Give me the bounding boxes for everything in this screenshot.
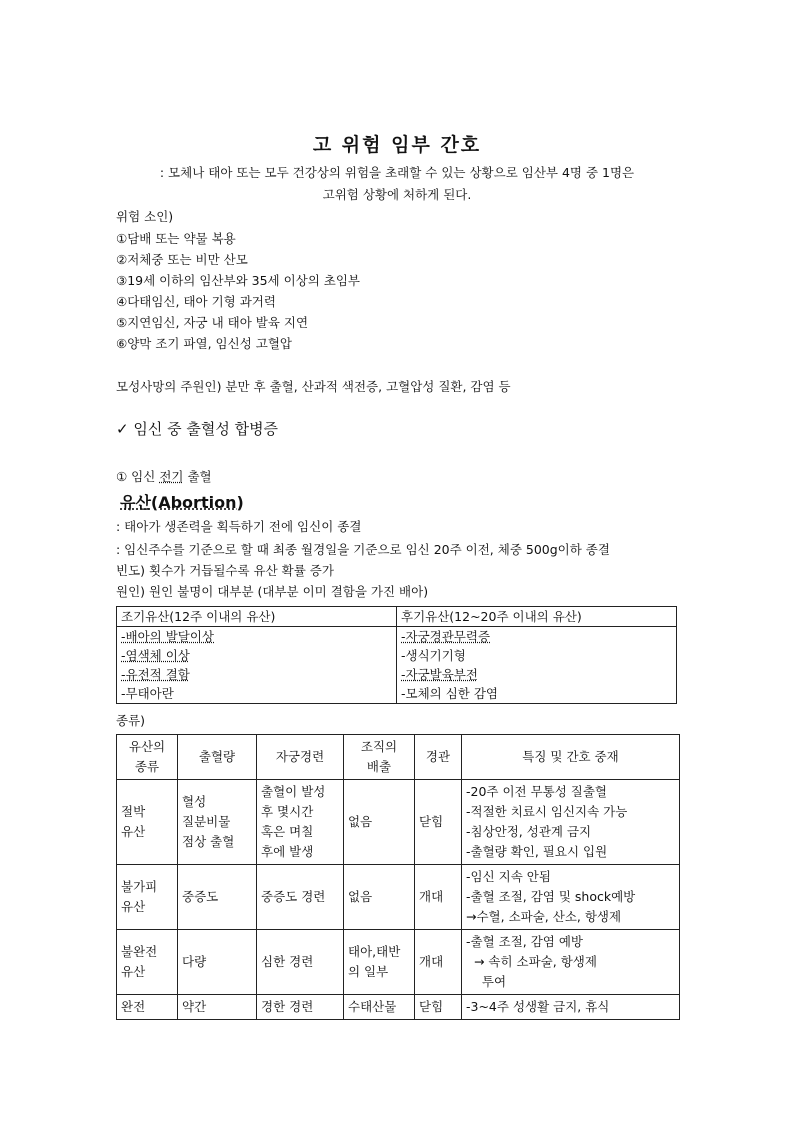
table-cell: -자궁경관무력증 [401, 629, 491, 644]
risk-factor-item: ④다태임신, 태아 기형 과거력 [116, 294, 276, 309]
cell-type: 불완전 유산 [117, 930, 178, 995]
feature-line: →수혈, 소파술, 산소, 항생제 [466, 909, 622, 924]
abortion-definition-1: : 태아가 생존력을 획득하기 전에 임신이 종결 [116, 519, 362, 534]
table-header-row [117, 735, 680, 780]
header-cramp: 자궁경련 [257, 735, 344, 780]
cell-type: 완전 [117, 995, 178, 1020]
abortion-title: 유산(Abortion) [120, 493, 244, 512]
types-label: 종류) [116, 713, 146, 728]
table-row [117, 865, 680, 930]
table-row [117, 646, 677, 665]
table-cell: -무태아란 [121, 686, 174, 701]
early-bleeding-heading [116, 467, 212, 485]
table-row [117, 995, 680, 1020]
table-row [117, 930, 680, 995]
abortion-frequency: 빈도) 횟수가 거듭될수록 유산 확률 증가 [116, 563, 334, 578]
cell-type: 절박 유산 [117, 780, 178, 865]
cell-bleeding: 중증도 [178, 865, 257, 930]
risk-factor-item: ⑤지연임신, 자궁 내 태아 발육 지연 [116, 315, 309, 330]
cell-tissue: 없음 [344, 865, 415, 930]
cell-type: 불가피 유산 [117, 865, 178, 930]
section-heading: ✓ 임신 중 출혈성 합병증 [116, 420, 279, 438]
risk-factor-item: ⑥양막 조기 파열, 임신성 고혈압 [116, 336, 292, 351]
cell-tissue: 없음 [344, 780, 415, 865]
header-features: 특징 및 간호 중재 [462, 735, 680, 780]
cell-cervix: 닫힘 [415, 995, 462, 1020]
risk-factor-item: ③19세 이하의 임산부와 35세 이상의 초임부 [116, 273, 361, 288]
cell-bleeding: 다량 [178, 930, 257, 995]
cell-cramp: 출혈이 발성 후 몇시간 혹은 며칠 후에 발생 [257, 780, 344, 865]
table-cell: -생식기기형 [401, 648, 466, 663]
early-bleeding-prefix: ① 임신 [116, 469, 160, 484]
abortion-timing-table [116, 606, 677, 704]
cell-tissue: 태아,태반 의 일부 [344, 930, 415, 995]
table-row [117, 780, 680, 865]
table-cell: -모체의 심한 감염 [401, 686, 498, 701]
risk-factor-item: ②저체중 또는 비만 산모 [116, 252, 248, 267]
feature-line: -적절한 치료시 임신지속 가능 [466, 804, 628, 819]
feature-line: 투여 [466, 974, 507, 989]
early-bleeding-suffix: 출혈 [183, 469, 212, 484]
maternal-death-causes: 모성사망의 주원인) 분만 후 출혈, 산과적 색전증, 고혈압성 질환, 감염 등 [116, 379, 511, 394]
table-row [117, 627, 677, 647]
cell-cramp: 심한 경련 [257, 930, 344, 995]
abortion-cause: 원인) 원인 불명이 대부분 (대부분 이미 결함을 가진 배아) [116, 584, 429, 599]
feature-line: -3~4주 성생활 금지, 휴식 [466, 999, 610, 1014]
cell-cramp: 중증도 경련 [257, 865, 344, 930]
intro-line-2: 고위험 상황에 처하게 된다. [322, 187, 472, 202]
table-cell: -배아의 발달이상 [121, 629, 215, 644]
risk-factor-item: ①담배 또는 약물 복용 [116, 231, 236, 246]
feature-line: -임신 지속 안됨 [466, 869, 551, 884]
feature-line: -출혈 조절, 감염 예방 [466, 934, 584, 949]
feature-line: → 속히 소파술, 항생제 [466, 954, 597, 969]
cell-tissue: 수태산물 [344, 995, 415, 1020]
intro-line-1: : 모체나 태아 또는 모두 건강상의 위험을 초래할 수 있는 상황으로 임산부 4명 중 1명은 [159, 165, 635, 180]
cell-features [462, 930, 680, 995]
abortion-types-table [116, 734, 680, 1020]
table-cell: -염색체 이상 [121, 648, 190, 663]
table-cell: -자궁발육부전 [401, 667, 478, 682]
table-row [117, 684, 677, 704]
cell-features [462, 865, 680, 930]
table-row [117, 665, 677, 684]
table-cell: -유전적 결함 [121, 667, 190, 682]
page-title: 고 위험 임부 간호 [312, 134, 482, 156]
header-tissue: 조직의 배출 [344, 735, 415, 780]
risk-factors-heading: 위험 소인) [116, 209, 174, 224]
cell-cervix: 개대 [415, 930, 462, 995]
cell-features [462, 780, 680, 865]
cell-cramp: 경한 경련 [257, 995, 344, 1020]
early-bleeding-underlined: 전기 [159, 469, 184, 484]
cell-cervix: 닫힘 [415, 780, 462, 865]
cell-bleeding: 약간 [178, 995, 257, 1020]
abortion-definition-2: : 임신주수를 기준으로 할 때 최종 월경일을 기준으로 임신 20주 이전, 체중 500g이하 종결 [116, 542, 610, 557]
feature-line: -출혈 조절, 감염 및 shock예방 [466, 889, 636, 904]
header-cervix: 경관 [415, 735, 462, 780]
cell-cervix: 개대 [415, 865, 462, 930]
header-bleeding: 출혈량 [178, 735, 257, 780]
feature-line: -침상안정, 성관계 금지 [466, 824, 592, 839]
header-early-abortion: 조기유산(12주 이내의 유산) [117, 607, 397, 627]
feature-line: -출혈량 확인, 필요시 입원 [466, 844, 608, 859]
cell-features [462, 995, 680, 1020]
feature-line: -20주 이전 무통성 질출혈 [466, 784, 608, 799]
header-type: 유산의 종류 [117, 735, 178, 780]
table-header-row [117, 607, 677, 627]
cell-bleeding: 혈성 질분비물 점상 출혈 [178, 780, 257, 865]
header-late-abortion: 후기유산(12~20주 이내의 유산) [397, 607, 677, 627]
